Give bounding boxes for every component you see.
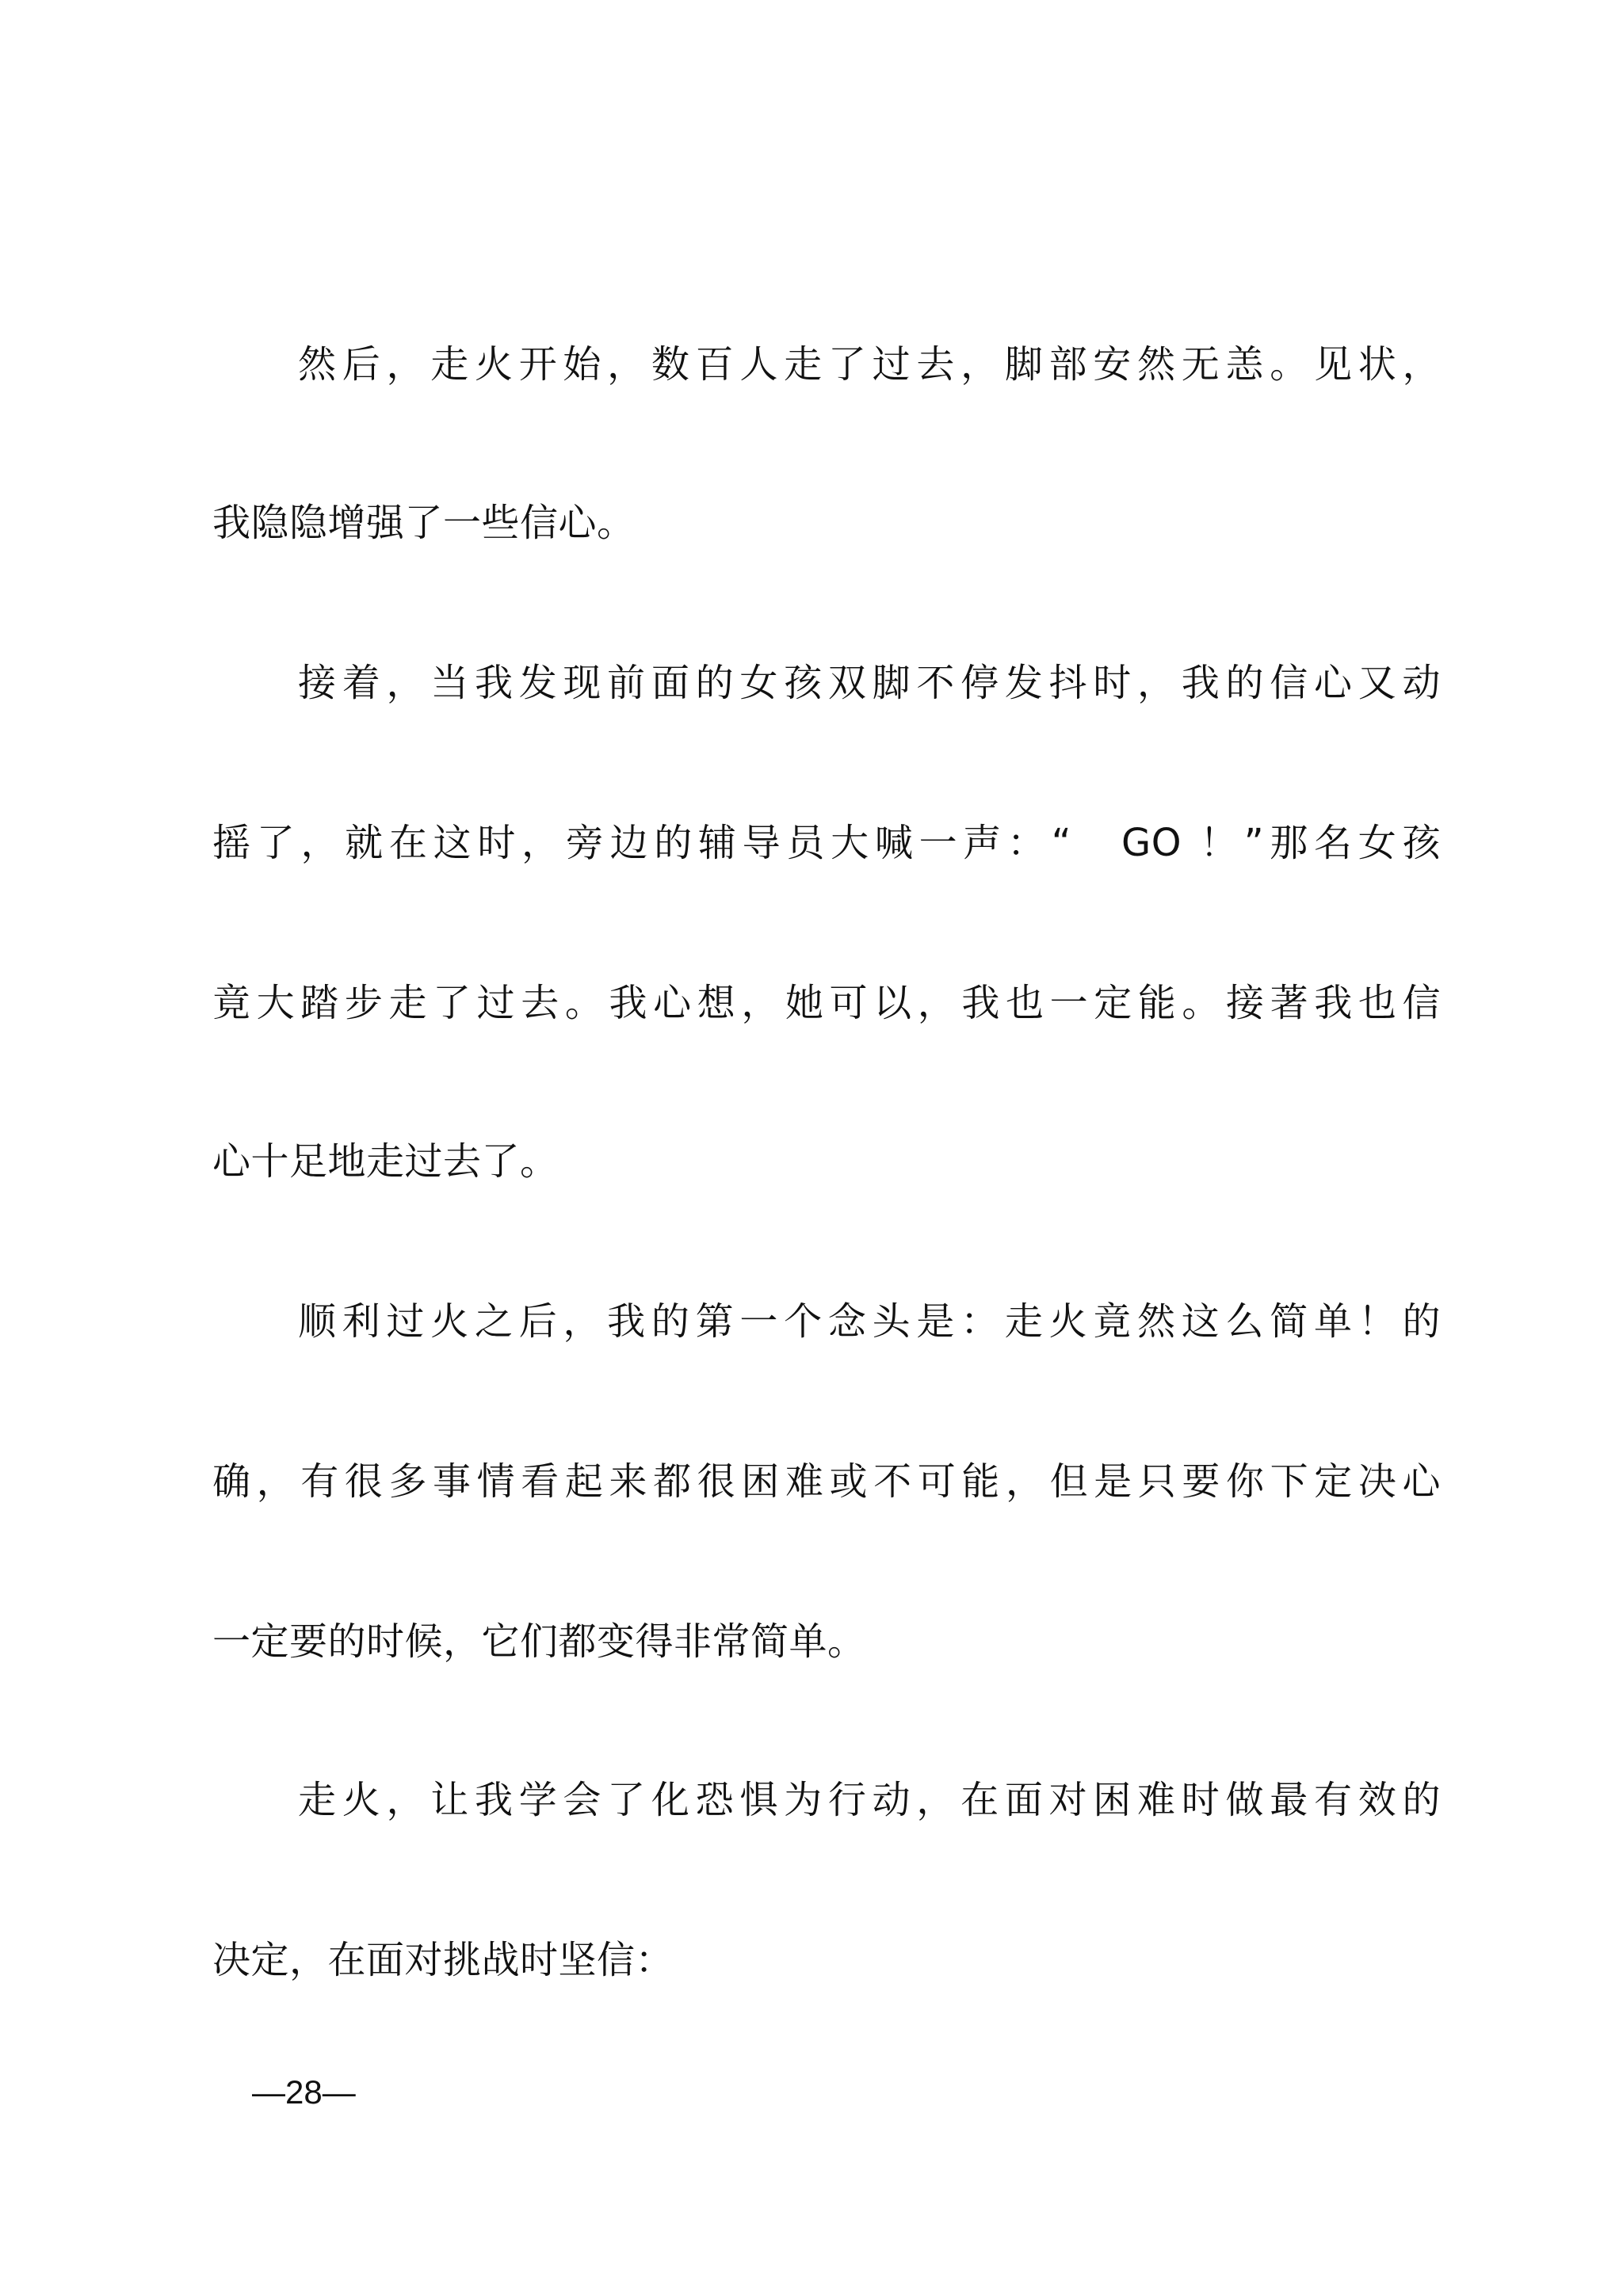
paragraph-2-line-3: 竟大踏步走了过去。我心想，她可以，我也一定能。接著我也信 <box>212 981 1441 1025</box>
page-number: —28— <box>252 2073 356 2111</box>
paragraph-1-line-1: 然后，走火开始，数百人走了过去，脚部安然无恙。见状， <box>298 342 1441 387</box>
paragraph-3-line-3: 一定要的时候，它们都变得非常简单。 <box>212 1619 866 1664</box>
paragraph-4-line-1: 走火，让我学会了化恐惧为行动，在面对困难时做最有效的 <box>298 1778 1441 1822</box>
paragraph-2-line-2: 摇了，就在这时，旁边的辅导员大喊一声：“ GO ！”那名女孩 <box>212 821 1441 865</box>
paragraph-3-line-2: 确，有很多事情看起来都很困难或不可能，但是只要你下定决心 <box>212 1459 1441 1504</box>
paragraph-3-line-1: 顺利过火之后，我的第一个念头是：走火竟然这么简单！的 <box>298 1299 1441 1344</box>
paragraph-4-line-2: 决定，在面对挑战时坚信： <box>212 1938 674 1982</box>
paragraph-2-line-4: 心十足地走过去了。 <box>212 1139 559 1184</box>
paragraph-2-line-1: 接着，当我发现前面的女孩双脚不停发抖时，我的信心又动 <box>298 661 1441 705</box>
paragraph-1-line-2: 我隐隐增强了一些信心。 <box>212 501 636 545</box>
